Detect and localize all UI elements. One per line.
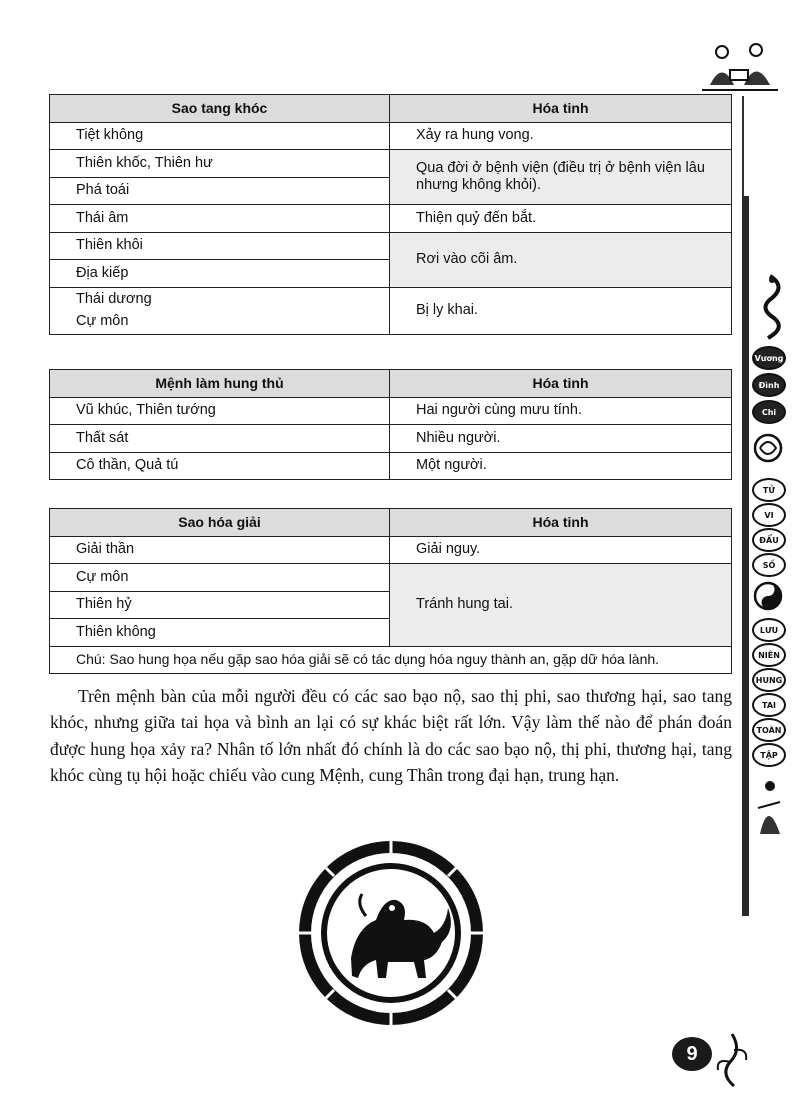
table1-cell: Thiện quỷ đến bắt. — [390, 205, 732, 233]
table3-cell: Giải thần — [50, 536, 390, 564]
table1-cell: Bị ly khai. — [390, 287, 732, 334]
side-badge: Vương — [752, 346, 786, 370]
table-sao-hoa-giai — [49, 508, 732, 674]
table1-cell-line: Cự môn — [76, 313, 129, 329]
table1-cell: Địa kiếp — [50, 260, 390, 288]
table1-cell: Thái âm — [50, 205, 390, 233]
leaf-ornament-icon — [712, 1030, 752, 1090]
side-badge: Đình — [752, 373, 786, 397]
side-badge: LƯU — [752, 618, 786, 642]
table3-cell: Thiên hỷ — [50, 591, 390, 619]
table2-cell: Cô thần, Quả tú — [50, 452, 390, 480]
table-menh-lam-hung-thu — [49, 369, 732, 480]
side-badge: TẬP — [752, 743, 786, 767]
table1-cell-line: Qua đời ở bệnh viện (điều trị ở bệnh viện lâu — [416, 160, 705, 176]
side-badge: NIÊN — [752, 643, 786, 667]
table2-header-left: Mệnh làm hung thủ — [50, 370, 390, 398]
table2-cell: Hai người cùng mưu tính. — [390, 397, 732, 425]
side-badge: HUNG — [752, 668, 786, 692]
side-badge: Chi — [752, 400, 786, 424]
side-vine — [742, 96, 744, 196]
table2-cell: Vũ khúc, Thiên tướng — [50, 397, 390, 425]
table1-cell: Rơi vào cõi âm. — [390, 232, 732, 287]
table3-cell: Giải nguy. — [390, 536, 732, 564]
qilin-medallion — [296, 838, 486, 1028]
table1-cell-line: nhưng không khỏi). — [416, 177, 541, 193]
scholars-illustration — [700, 40, 780, 100]
table-sao-tang-khoc — [49, 94, 732, 335]
table2-cell: Một người. — [390, 452, 732, 480]
table3-header-left: Sao hóa giải — [50, 509, 390, 537]
table2-header-right: Hóa tinh — [390, 370, 732, 398]
table3-cell: Thiên không — [50, 619, 390, 647]
table1-cell-line: Thái dương — [76, 291, 152, 307]
side-badge: ĐẨU — [752, 528, 786, 552]
page-number: 9 — [672, 1037, 712, 1071]
table3-note: Chú: Sao hung họa nếu gặp sao hóa giải sẽ có tác dụng hóa nguy thành an, gặp dữ hóa lành. — [50, 646, 732, 674]
side-badge: TỬ — [752, 478, 786, 502]
body-paragraph: Trên mệnh bàn của mỗi người đều có các sao bạo nộ, sao thị phi, sao thương hại, sao tang khóc, nhưng giữa tai họa và bình an lại có sự khác biệt rất lớn. Vậy làm thế nào để phán đoán được hung họa xảy ra? Nhân tố lớn nhất đó chính là do các sao bạo nộ, thị phi, thương hại, tang khóc cùng tụ hội hoặc chiếu vào cung Mệnh, cung Thân trong đại hạn, trung hạn. — [50, 686, 732, 785]
table1-cell: Tiệt không — [50, 122, 390, 150]
table2-cell: Nhiều người. — [390, 425, 732, 453]
table1-cell: Phá toái — [50, 177, 390, 205]
table3-cell: Cự môn — [50, 564, 390, 592]
table1-header-left: Sao tang khóc — [50, 95, 390, 123]
figure-illustration — [752, 778, 786, 838]
table3-cell: Tránh hung tai. — [390, 564, 732, 647]
table1-cell: Thiên khốc, Thiên hư — [50, 150, 390, 178]
dragon-icon — [752, 272, 788, 342]
table3-header-right: Hóa tinh — [390, 509, 732, 537]
side-badge: SỐ — [752, 553, 786, 577]
table1-cell: Xảy ra hung vong. — [390, 122, 732, 150]
table1-cell-merged — [50, 287, 390, 334]
table2-cell: Thất sát — [50, 425, 390, 453]
knot-icon — [752, 430, 784, 468]
table1-cell-merged — [390, 150, 732, 205]
side-badge: VI — [752, 503, 786, 527]
side-badge: TAI — [752, 693, 786, 717]
table1-cell: Thiên khôi — [50, 232, 390, 260]
side-rule — [742, 196, 749, 916]
table1-header-right: Hóa tinh — [390, 95, 732, 123]
side-badge: TOÀN — [752, 718, 786, 742]
yin-yang-icon — [752, 580, 784, 612]
